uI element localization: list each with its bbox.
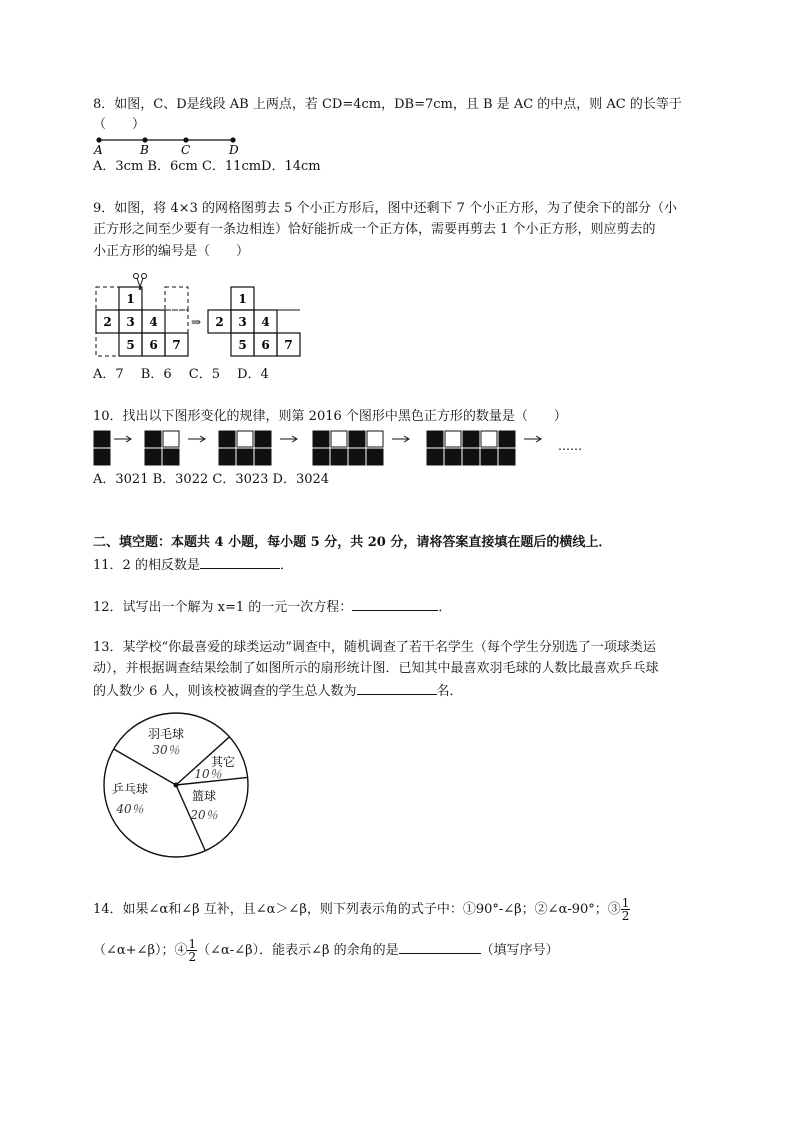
point-d-label: D <box>229 143 239 157</box>
slice-pct-basketball: 20％ <box>190 808 218 822</box>
q9-line2: 正方形之间至少要有一条边相连）恰好能折成一个正方体，需要再剪去 1 个小正方形，则应剪去的 <box>93 222 656 237</box>
q12-end: ． <box>438 600 452 615</box>
slice-label-badminton: 羽毛球 <box>147 727 185 741</box>
cell-2-right: 2 <box>215 315 224 329</box>
q13-answer-blank[interactable] <box>357 682 437 695</box>
q10-ellipsis: …… <box>558 439 582 453</box>
cell-6-right: 6 <box>261 338 270 352</box>
q9-grid-figure <box>93 268 303 358</box>
q9-line3: 小正方形的编号是（ ） <box>93 244 250 259</box>
q9-line1: 9．如图，将 4×3 的网格图剪去 5 个小正方形后，图中还剩下 7 个小正方形，为了使余下的部分（小 <box>93 201 678 216</box>
q10-text: 10．找出以下图形变化的规律，则第 2016 个图形中黑色正方形的数量是（ ） <box>93 409 567 424</box>
q8-text: 8．如图，C、D是线段 AB 上两点，若 CD=4cm，DB=7cm，且 B 是 AC 的中点，则 AC 的长等于 <box>93 97 682 112</box>
q10-options: A．3021 B．3022 C．3023 D．3024 <box>93 472 330 487</box>
q14-line2a: （∠α+∠β）；④ <box>93 943 188 958</box>
cell-5-right: 5 <box>238 338 247 352</box>
cell-5: 5 <box>126 338 135 352</box>
q14-answer-blank[interactable] <box>399 941 481 954</box>
q12-text: 12．试写出一个解为 x=1 的一元一次方程： <box>93 600 353 615</box>
cell-1: 1 <box>126 292 135 306</box>
cell-4: 4 <box>149 315 158 329</box>
point-b-label: B <box>140 143 149 157</box>
q13-line3-wrap <box>93 682 463 700</box>
slice-label-other: 其它 <box>210 755 236 769</box>
q8-options: A．3cm B．6cm C．11cmD．14cm <box>93 159 321 174</box>
q11-end: ． <box>279 558 293 573</box>
pie-center <box>174 783 179 788</box>
arrow-icon: ⇒ <box>191 315 202 329</box>
q14-line2-wrap <box>93 938 559 963</box>
pie-chart <box>96 707 256 867</box>
cell-3-right: 3 <box>238 315 247 329</box>
slice-label-pingpong: 乒乓球 <box>111 782 149 796</box>
q12 <box>93 598 451 616</box>
q13-line3: 的人数少 6 人，则该校被调查的学生总人数为 <box>93 684 357 699</box>
q11 <box>93 556 293 574</box>
cell-1-right: 1 <box>238 292 247 306</box>
cell-3: 3 <box>126 315 135 329</box>
slice-label-basketball: 篮球 <box>191 789 217 803</box>
cell-4-right: 4 <box>261 315 270 329</box>
slice-pct-pingpong: 40％ <box>116 802 144 816</box>
slice-pct-other: 10％ <box>194 767 222 781</box>
section2-title: 二、填空题：本题共 4 小题，每小题 5 分，共 20 分，请将答案直接填在题后的横线上． <box>93 535 612 550</box>
q14-end: （填写序号） <box>480 943 559 958</box>
q8-segment-figure <box>93 132 253 158</box>
slice-pct-badminton: 30％ <box>152 743 180 757</box>
q14-frac-1: $\frac{1}{2}$ <box>621 896 630 923</box>
cell-7: 7 <box>172 338 181 352</box>
q14-line1-wrap <box>93 897 630 922</box>
q14-frac-2: $\frac{1}{2}$ <box>188 937 197 964</box>
q8-paren: （ ） <box>93 117 146 132</box>
q13-line2: 动），并根据调查结果绘制了如图所示的扇形统计图．已知其中最喜欢羽毛球的人数比最喜欢乒乓球 <box>93 661 659 676</box>
q13-line1: 13．某学校“你最喜爱的球类运动”调查中，随机调查了若干名学生（每个学生分别选了一项球类运 <box>93 640 656 655</box>
q12-answer-blank[interactable] <box>352 598 438 611</box>
q13-end: 名． <box>436 684 463 699</box>
q11-text: 11．2 的相反数是 <box>93 558 200 573</box>
point-c-label: C <box>181 143 191 157</box>
q11-answer-blank[interactable] <box>200 556 280 569</box>
cell-6: 6 <box>149 338 158 352</box>
q9-options: A．7 B．6 C．5 D．4 <box>93 367 269 382</box>
point-a-label: A <box>94 143 103 157</box>
q10-pattern-figure <box>93 430 603 470</box>
q14-line1: 14．如果∠α和∠β 互补，且∠α＞∠β，则下列表示角的式子中：①90°-∠β；②∠α-90°；③ <box>93 902 621 917</box>
q14-line2b: （∠α-∠β）．能表示∠β 的余角的是 <box>197 943 399 958</box>
cell-7-right: 7 <box>284 338 293 352</box>
cell-2: 2 <box>103 315 112 329</box>
